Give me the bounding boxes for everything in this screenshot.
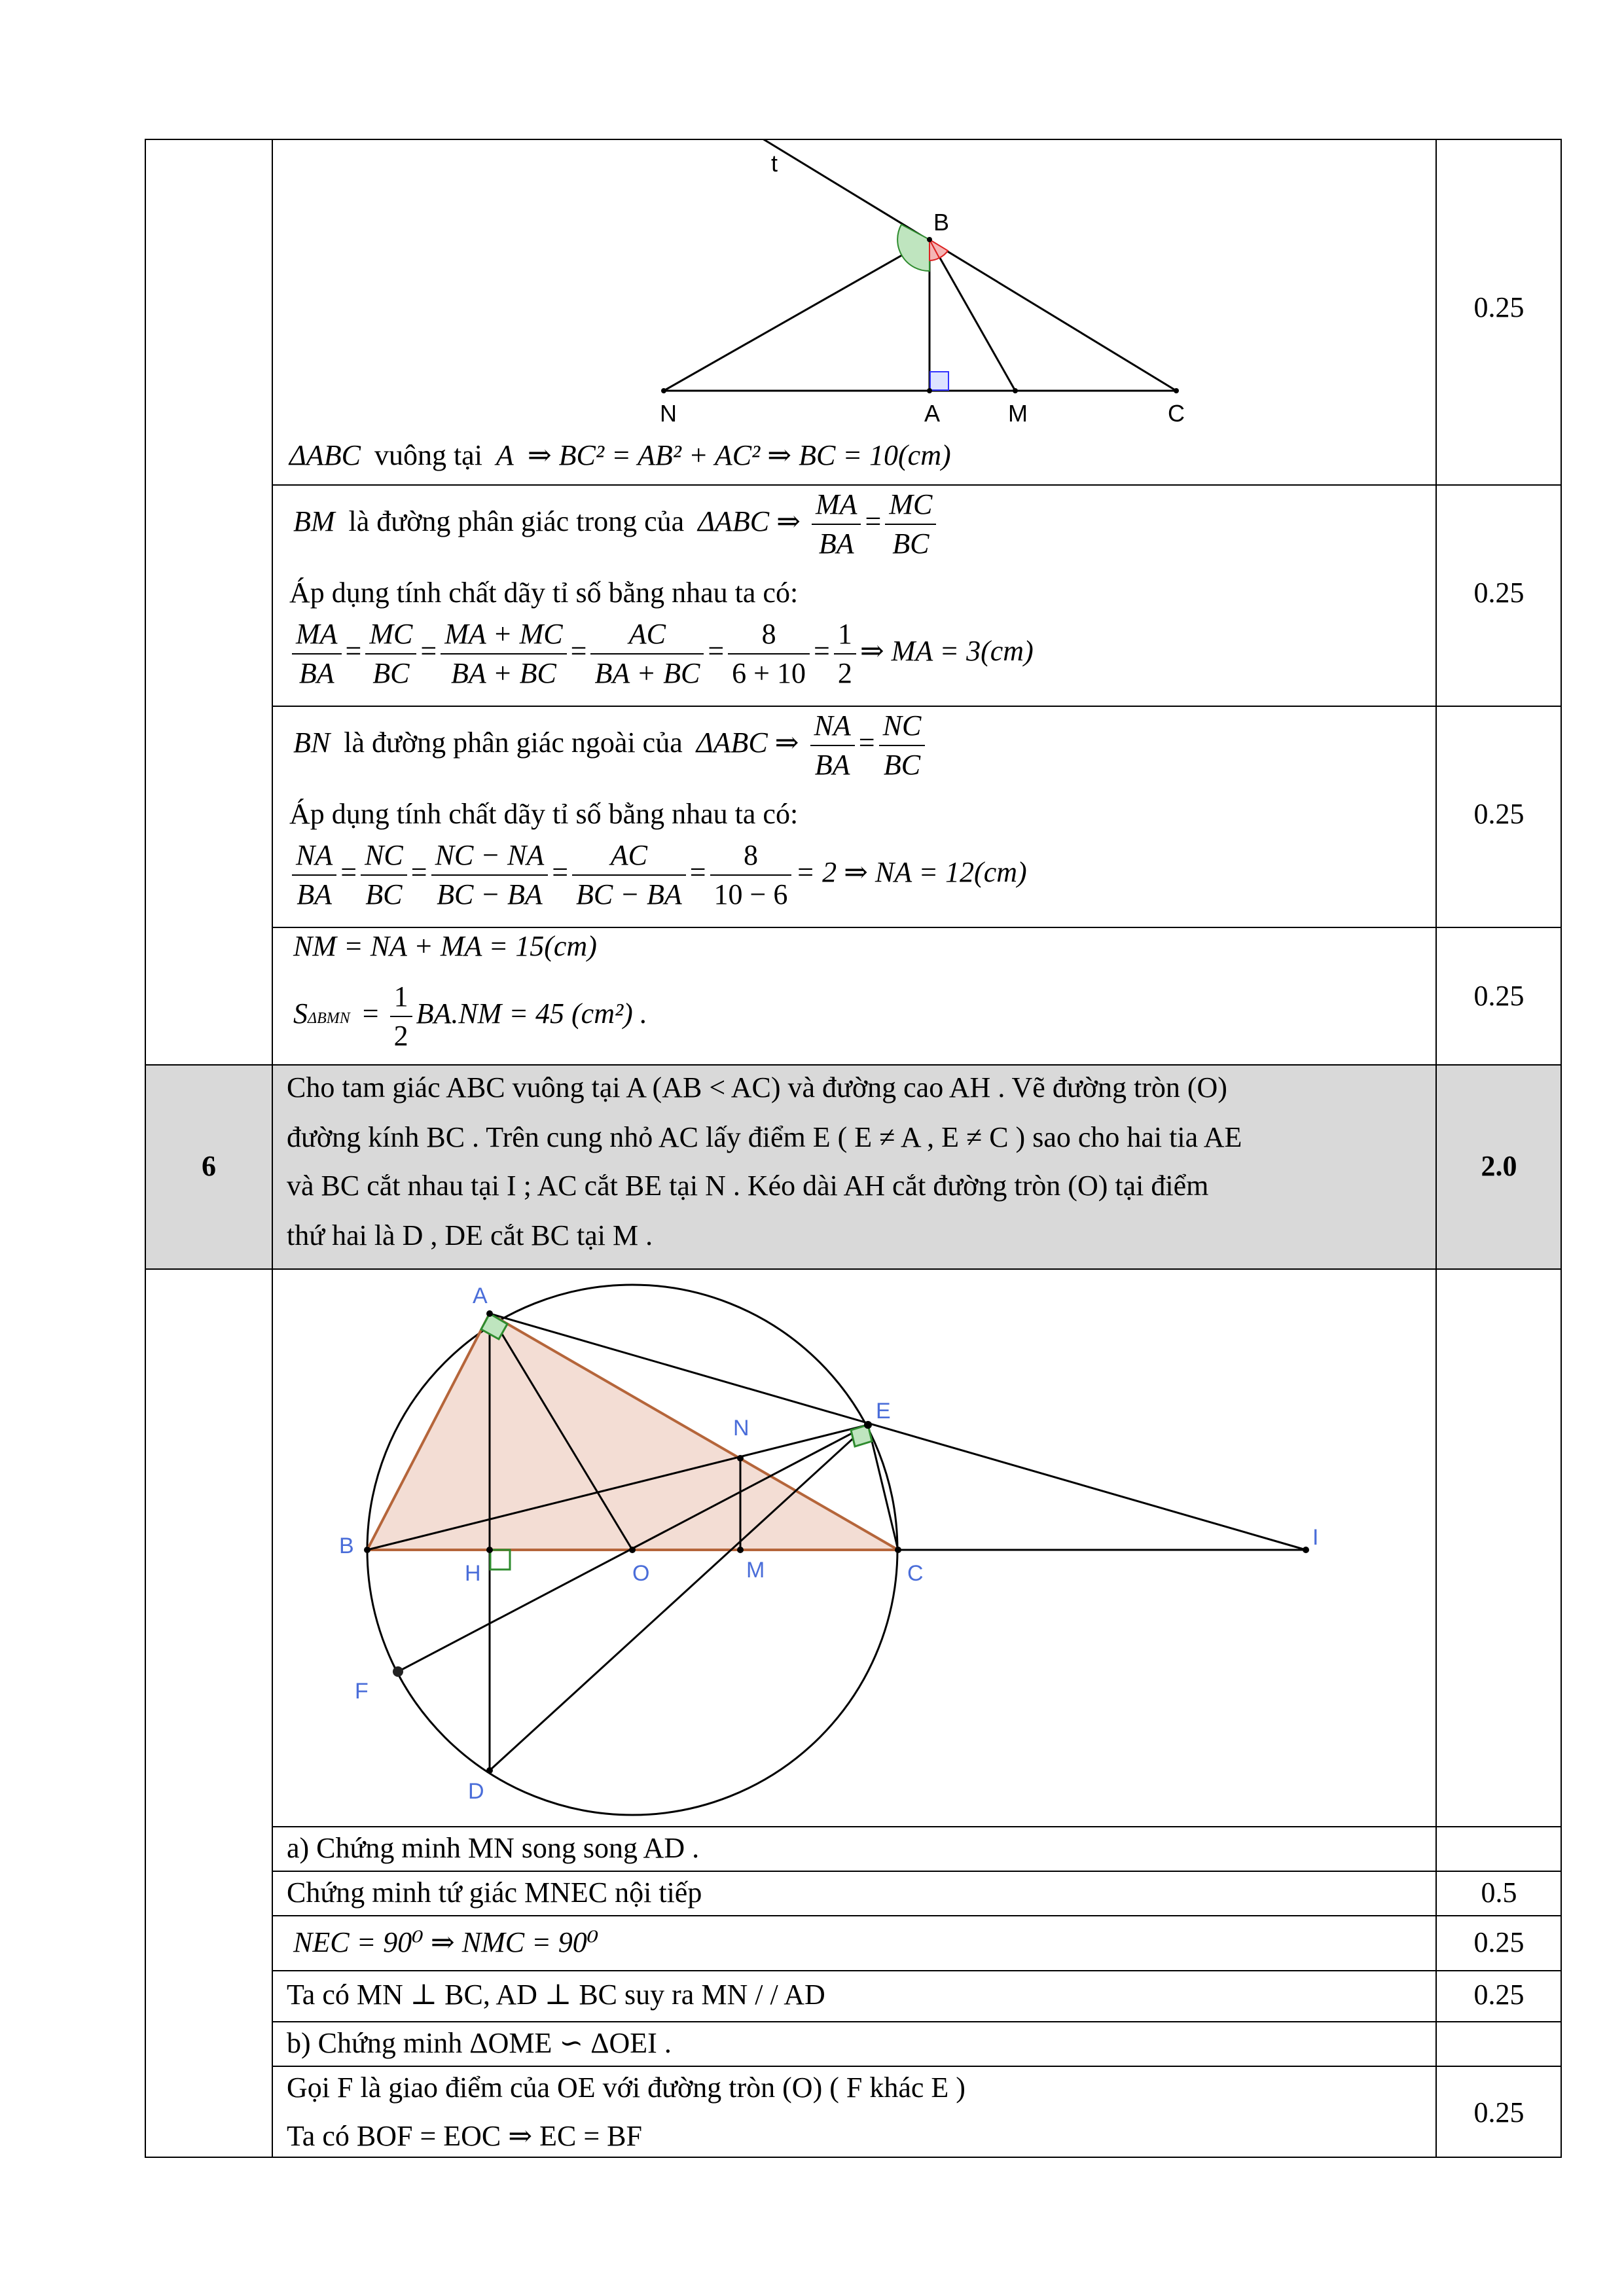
row1-text (289, 439, 951, 472)
row2-frac-MA-BA: $\frac{MA}{BA}$ (812, 486, 861, 563)
segment-NB (664, 240, 929, 391)
row3-chain-3: $\frac{NC - NA}{BC - BA}$ (431, 836, 549, 914)
point-F2 (393, 1666, 403, 1677)
point-N (661, 388, 666, 393)
q6-line3: và BC cắt nhau tại I ; AC cắt BE tại N . Kéo dài AH cắt đường tròn (O) tại điểm (287, 1170, 1209, 1202)
point-M2 (737, 1547, 744, 1553)
ray-t (763, 139, 1176, 391)
label-C2: C (907, 1561, 924, 1586)
score-sep-3 (1435, 927, 1562, 928)
label-C: C (1168, 400, 1185, 427)
row3-chain: $\frac{NA}{BA}$ = $\frac{NC}{BC}$ = $\frac{NC - NA}{BC - BA}$ = $\frac{AC}{BC - BA}$ = $\frac{8}{10 - 6}$ = 2 ⇒ NA = 12(cm) (288, 836, 1027, 914)
triangle-ABC-fill (367, 1314, 898, 1550)
row3-triangle: ΔABC ⇒ (696, 726, 799, 759)
cell-left-block2 (145, 1268, 273, 2158)
part-a-step3: Ta có MN ⊥ BC, AD ⊥ BC suy ra MN / / AD (287, 1979, 825, 2011)
label-M2: M (746, 1558, 765, 1583)
row3-result: = 2 ⇒ NA = 12(cm) (795, 856, 1027, 889)
cell-b-title-score (1435, 2021, 1562, 2067)
point-E2 (864, 1421, 872, 1429)
score-sep-1 (1435, 484, 1562, 486)
score-sep-2 (1435, 706, 1562, 707)
row2-chain: $\frac{MA}{BA}$ = $\frac{MC}{BC}$ = $\frac{MA + MC}{BA + BC}$ = $\frac{AC}{BA + BC}$ = $\frac{8}{6 + 10}$ = $\frac{1}{2}$ ⇒ MA = 3(cm) (288, 615, 1034, 692)
row3-frac-NC-BC: $\frac{NC}{BC}$ (879, 707, 926, 784)
label-N: N (660, 400, 677, 427)
point-N2 (737, 1455, 744, 1462)
point-A2 (486, 1310, 493, 1317)
row3-text: là đường phân giác ngoài của (344, 726, 683, 759)
row3-bn: BN (293, 726, 331, 759)
part-b-step2: Ta có BOF = EOC ⇒ EC = BF (287, 2120, 642, 2152)
row2-chain-5: $\frac{8}{6 + 10}$ (728, 615, 810, 692)
score-row4: 0.25 (1473, 980, 1525, 1012)
angle-exterior-mark (897, 224, 929, 271)
part-a-step1: Chứng minh tứ giác MNEC nội tiếp (287, 1876, 702, 1909)
row4-line1: NM = NA + MA = 15(cm) (293, 930, 597, 962)
label-A2: A (473, 1283, 488, 1308)
score-row3: 0.25 (1473, 798, 1525, 830)
row2-text: là đường phân giác trong của (348, 505, 685, 538)
row4-rest: BA.NM = 45 (cm²) . (416, 997, 647, 1030)
score-q6: 2.0 (1481, 1150, 1517, 1182)
point-O2 (629, 1547, 636, 1553)
score-a2: 0.25 (1473, 1926, 1525, 1958)
score-a3: 0.25 (1473, 1979, 1525, 2011)
segment-BM (929, 240, 1015, 391)
row3-frac-NA-BA: $\frac{NA}{BA}$ (810, 707, 855, 784)
row1-equation: ⇒ BC² = AB² + AC² ⇒ BC = 10(cm) (527, 439, 951, 471)
label-B2: B (339, 1534, 354, 1558)
cell-score-figure2 (1435, 1268, 1562, 1827)
score-row2: 0.25 (1473, 577, 1525, 609)
cell-a-title-score (1435, 1826, 1562, 1872)
label-H2: H (465, 1561, 481, 1586)
figure-angle-bisectors (641, 139, 1231, 433)
point-D2 (486, 1767, 493, 1774)
label-B: B (933, 209, 950, 236)
row1-A: A (496, 439, 514, 471)
label-F2: F (355, 1679, 369, 1704)
row2-chain-1: $\frac{MA}{BA}$ (292, 615, 342, 692)
label-A: A (924, 400, 941, 427)
right-angle-H (490, 1550, 510, 1570)
row2-apply: Áp dụng tính chất dãy tỉ số bằng nhau ta có: (289, 577, 799, 609)
row2-line1: BM là đường phân giác trong của ΔABC ⇒ $\frac{MA}{BA}$ = $\frac{MC}{BC}$ (293, 486, 940, 563)
q6-line2: đường kính BC . Trên cung nhỏ AC lấy điểm E ( E ≠ A , E ≠ C ) sao cho hai tia AE (287, 1121, 1242, 1153)
row4-s: S (293, 997, 308, 1030)
row1-triangle: ΔABC (289, 439, 361, 471)
row2-result: ⇒ MA = 3(cm) (859, 635, 1034, 668)
point-C2 (895, 1547, 901, 1553)
point-H2 (486, 1547, 493, 1553)
point-A (927, 388, 932, 393)
part-b-title: b) Chứng minh ΔOME ∽ ΔOEI . (287, 2027, 672, 2059)
segment-EC (868, 1425, 898, 1550)
row4-line2 (293, 978, 647, 1055)
row3-chain-5: $\frac{8}{10 - 6}$ (710, 836, 792, 914)
row2-chain-3: $\frac{MA + MC}{BA + BC}$ (441, 615, 566, 692)
row2-bm: BM (293, 505, 335, 538)
row2-triangle: ΔABC ⇒ (698, 505, 801, 538)
question-number: 6 (202, 1150, 216, 1182)
part-a-title: a) Chứng minh MN song song AD . (287, 1832, 700, 1864)
row4-frac-half: $\frac{1}{2}$ (390, 978, 412, 1055)
point-I2 (1303, 1547, 1309, 1553)
row3-chain-2: $\frac{NC}{BC}$ (361, 836, 407, 914)
row1-vuong-tai: vuông tại (374, 439, 482, 471)
label-E2: E (876, 1399, 891, 1424)
cell-left-block1 (145, 139, 273, 1066)
row2-chain-6: $\frac{1}{2}$ (834, 615, 856, 692)
row3-chain-1: $\frac{NA}{BA}$ (292, 836, 336, 914)
row4-eq: = (362, 997, 379, 1030)
score-row1: 0.25 (1473, 291, 1525, 323)
row4-sub: ΔBMN (308, 1010, 350, 1028)
label-N2: N (733, 1416, 749, 1441)
q6-line1: Cho tam giác ABC vuông tại A (AB < AC) và đường cao AH . Vẽ đường tròn (O) (287, 1071, 1227, 1103)
row2-chain-4: $\frac{AC}{BA + BC}$ (590, 615, 704, 692)
score-b1: 0.25 (1473, 2096, 1525, 2128)
label-M: M (1008, 400, 1028, 427)
row2-frac-MC-BC: $\frac{MC}{BC}$ (885, 486, 936, 563)
right-angle-mark-A (930, 372, 948, 390)
q6-line4: thứ hai là D , DE cắt BC tại M . (287, 1219, 653, 1251)
label-t: t (771, 150, 778, 177)
label-D2: D (468, 1779, 484, 1804)
label-O2: O (632, 1561, 650, 1586)
row2-chain-2: $\frac{MC}{BC}$ (365, 615, 416, 692)
score-a1: 0.5 (1481, 1876, 1517, 1909)
label-I2: I (1312, 1525, 1319, 1550)
point-C (1174, 388, 1179, 393)
row3-apply: Áp dụng tính chất dãy tỉ số bằng nhau ta có: (289, 798, 799, 830)
part-b-step1: Gọi F là giao điểm của OE với đường tròn (O) ( F khác E ) (287, 2072, 965, 2104)
part-a-step2: NEC = 90⁰ ⇒ NMC = 90⁰ (293, 1926, 599, 1958)
point-B2 (364, 1547, 370, 1553)
row3-line1: BN là đường phân giác ngoài của ΔABC ⇒ $\frac{NA}{BA}$ = $\frac{NC}{BC}$ (293, 707, 929, 784)
point-M (1013, 388, 1018, 393)
row3-chain-4: $\frac{AC}{BC - BA}$ (572, 836, 686, 914)
point-B (927, 237, 932, 242)
figure-circle-geometry (327, 1273, 1375, 1823)
